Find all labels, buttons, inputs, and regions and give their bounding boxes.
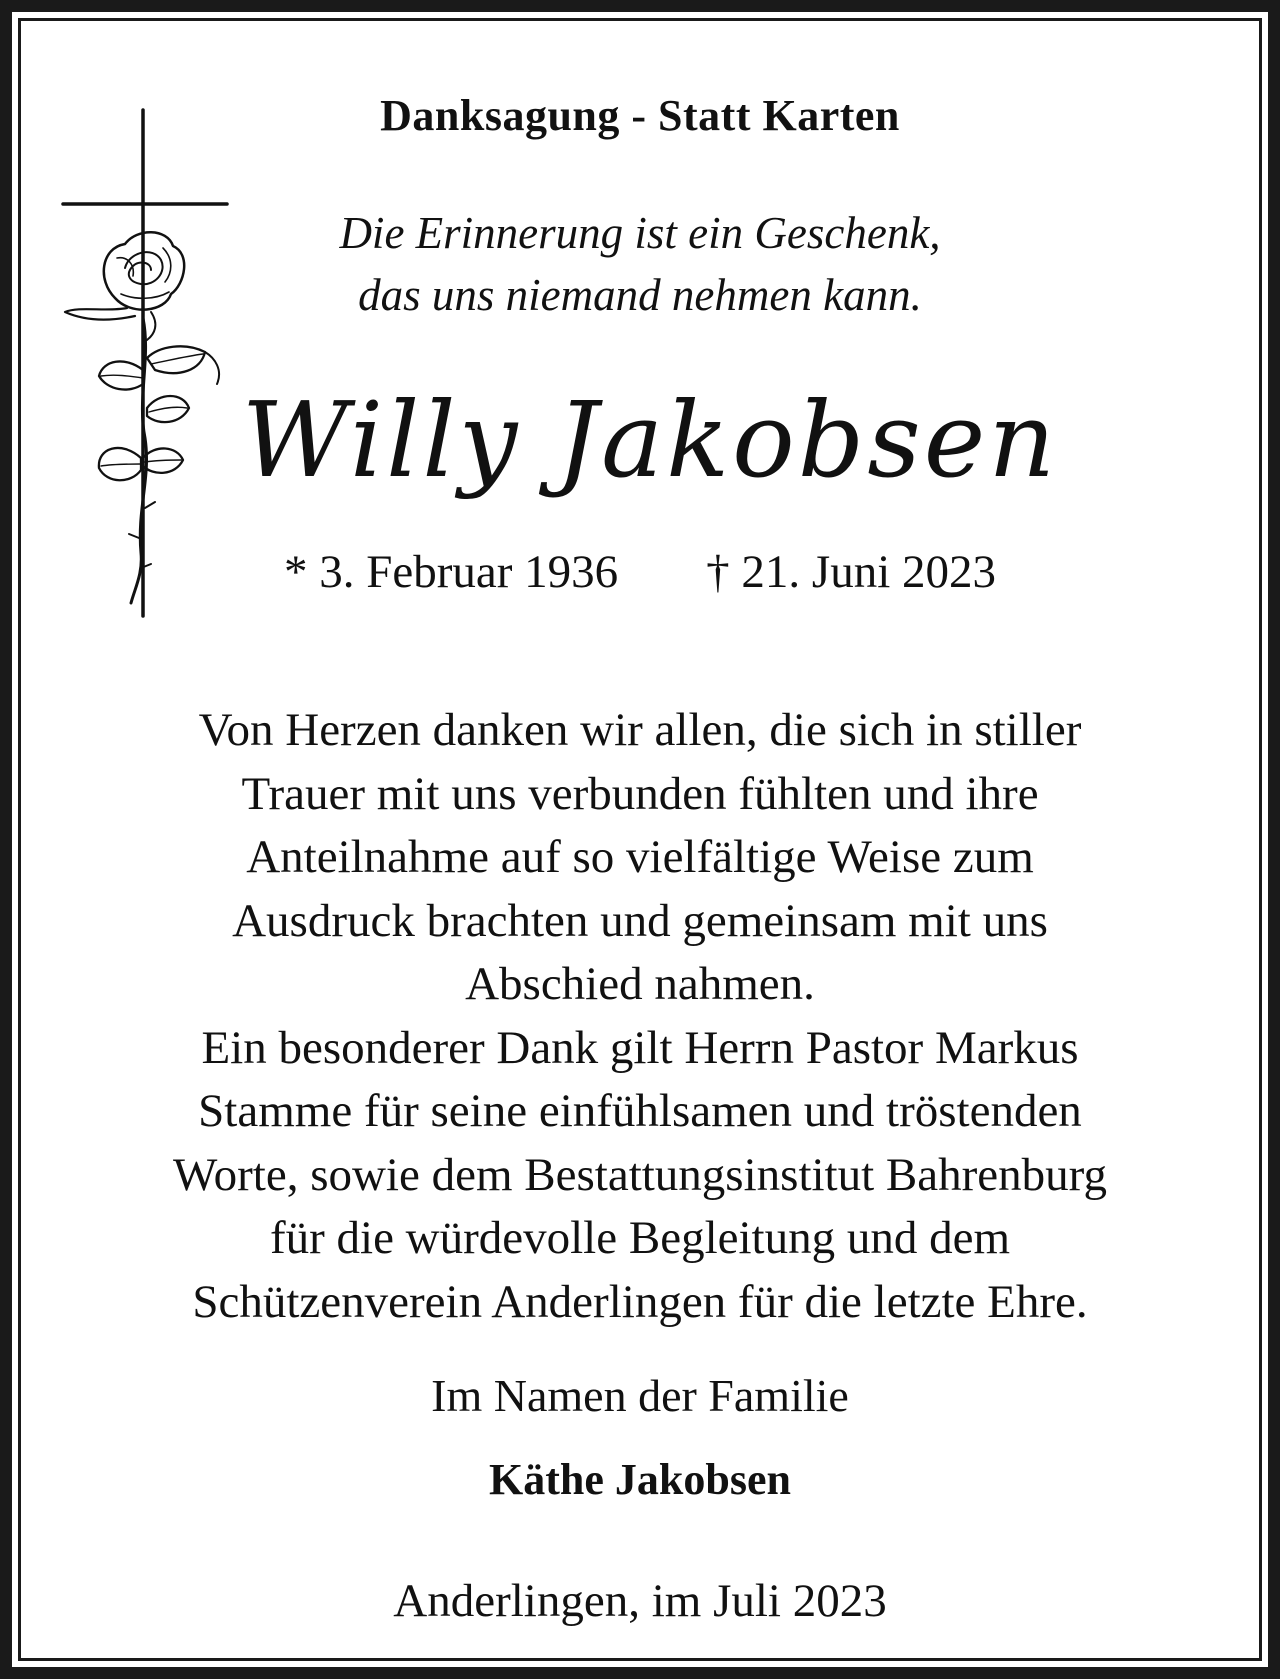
thanks-line: Anteilnahme auf so vielfältige Weise zum xyxy=(246,831,1034,883)
signer-name: Käthe Jakobsen xyxy=(489,1455,791,1504)
thanks-line: Schützenverein Anderlingen für die letzte Ehre. xyxy=(192,1275,1088,1328)
thanks-line: für die würdevolle Begleitung und dem xyxy=(269,1212,1011,1264)
deceased-name: Willy Jakobsen xyxy=(241,379,1059,501)
thanks-text xyxy=(0,699,1280,1334)
thanks-line: Ein besonderer Dank gilt Herrn Pastor Markus xyxy=(201,1021,1079,1074)
motto-line: Die Erinnerung ist ein Geschenk, xyxy=(339,208,941,258)
place-and-date: Anderlingen, im Juli 2023 xyxy=(393,1575,887,1627)
thanks-line: Trauer mit uns verbunden fühlten und ihre xyxy=(241,767,1039,820)
signoff: Im Namen der Familie xyxy=(431,1370,849,1421)
thanks-line: Ausdruck brachten und gemeinsam mit uns xyxy=(232,894,1048,947)
thanks-line: Stamme für seine einfühlsamen und tröstenden xyxy=(198,1085,1082,1137)
life-dates xyxy=(0,546,1280,598)
death-date: † 21. Juni 2023 xyxy=(706,546,997,598)
birth-date: * 3. Februar 1936 xyxy=(283,546,619,598)
motto xyxy=(140,202,1140,326)
heading: Danksagung - Statt Karten xyxy=(380,91,900,140)
thanks-line: Abschied nahmen. xyxy=(465,958,815,1010)
thanks-line: Von Herzen danken wir allen, die sich in stiller xyxy=(198,704,1082,756)
thanks-line: Worte, sowie dem Bestattungsinstitut Bahrenburg xyxy=(173,1148,1107,1201)
motto-line: das uns niemand nehmen kann. xyxy=(358,270,922,320)
cross-with-rose-icon xyxy=(55,108,240,623)
